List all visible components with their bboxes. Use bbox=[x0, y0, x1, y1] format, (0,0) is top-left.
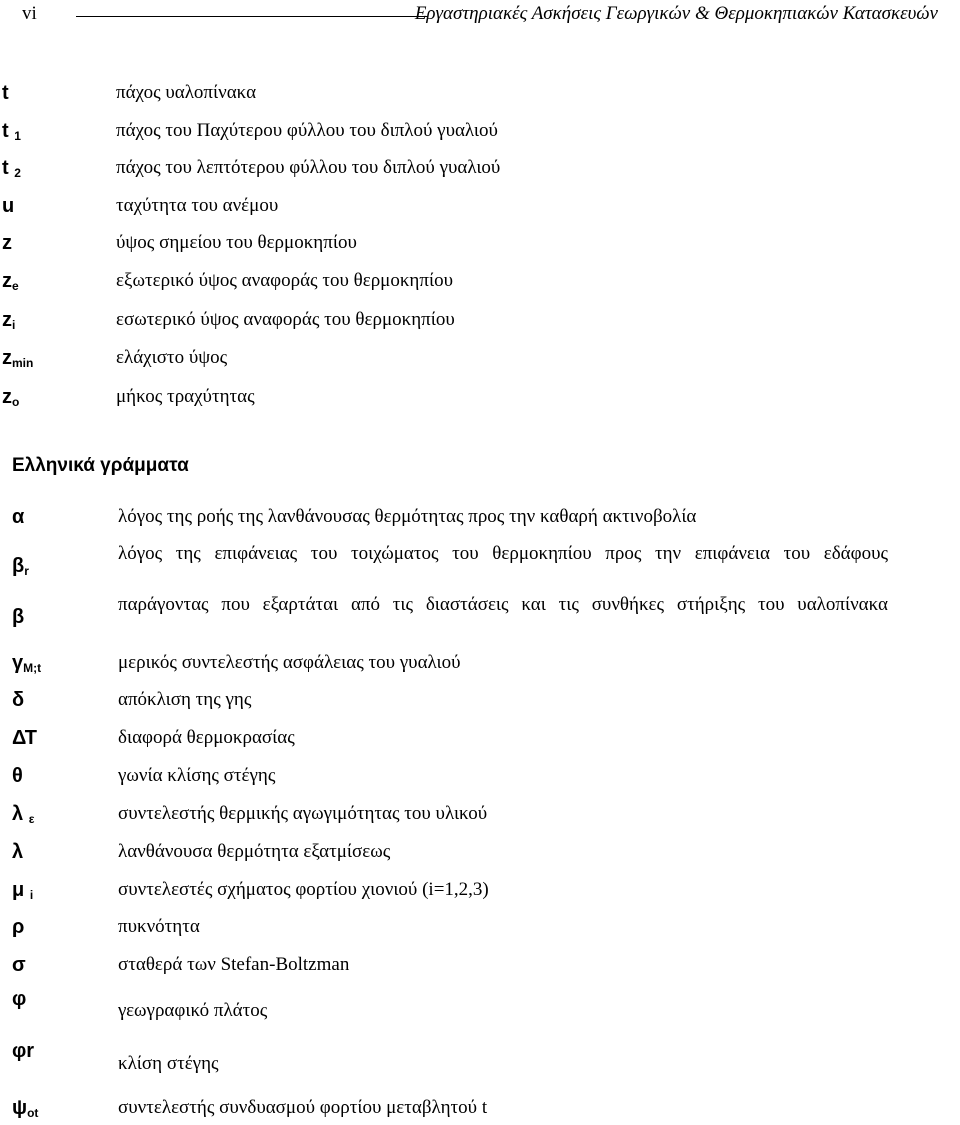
symbol: $z_i$ bbox=[2, 309, 16, 332]
symbol-description: λανθάνουσα θερμότητα εξατμίσεως bbox=[118, 841, 391, 862]
symbol: ΔΤ bbox=[12, 727, 37, 749]
symbol: t bbox=[2, 82, 9, 104]
symbol-description: λόγος της επιφάνειας του τοιχώματος του θερμοκηπίου προς την επιφάνεια του εδάφους bbox=[118, 543, 888, 564]
page-number: vi bbox=[22, 3, 37, 24]
symbol-description: μήκος τραχύτητας bbox=[116, 386, 255, 407]
symbol: $z_{min}$ bbox=[2, 347, 34, 370]
symbol-description: πάχος υαλοπίνακα bbox=[116, 82, 257, 103]
symbol-description: παράγοντας που εξαρτάται από τις διαστάσεις και τις συνθήκες στήριξης του υαλοπίνακα bbox=[118, 594, 888, 615]
symbol: μ $_i$ bbox=[12, 879, 34, 902]
symbol-description: γεωγραφικό πλάτος bbox=[118, 1000, 268, 1021]
page-header bbox=[0, 0, 960, 30]
symbol: $\beta_r$ bbox=[12, 555, 29, 578]
symbol: β bbox=[12, 606, 25, 628]
symbol-description: ύψος σημείου του θερμοκηπίου bbox=[116, 232, 357, 253]
symbol-description: πάχος του λεπτότερου φύλλου του διπλού γυαλιού bbox=[116, 157, 501, 178]
symbol-description: πάχος του Παχύτερου φύλλου του διπλού γυαλιού bbox=[116, 120, 498, 141]
symbol-description: σταθερά των Stefan-Boltzman bbox=[118, 954, 350, 975]
symbol: λ $_\varepsilon$ bbox=[12, 803, 35, 826]
symbol: φ bbox=[12, 988, 27, 1010]
header-rule bbox=[76, 16, 428, 17]
symbol-description: πυκνότητα bbox=[118, 916, 200, 937]
symbol: λ bbox=[12, 841, 24, 863]
symbol-description: κλίση στέγης bbox=[118, 1053, 219, 1074]
symbol-description: μερικός συντελεστής ασφάλειας του γυαλιού bbox=[118, 652, 461, 673]
symbol: $\psi_{ot}$ bbox=[12, 1097, 39, 1120]
symbol: σ bbox=[12, 954, 26, 976]
symbol: θ bbox=[12, 765, 23, 787]
symbol-description: διαφορά θερμοκρασίας bbox=[118, 727, 295, 748]
symbol-description: συντελεστές σχήματος φορτίου χιονιού (i=1,2,3) bbox=[118, 879, 489, 900]
symbol: t $_2$ bbox=[2, 157, 21, 180]
symbol-description: λόγος της ροής της λανθάνουσας θερμότητας προς την καθαρή ακτινοβολία bbox=[118, 506, 697, 527]
section-heading-greek: Ελληνικά γράμματα bbox=[12, 455, 189, 476]
symbol: φr bbox=[12, 1040, 35, 1062]
symbol-description: γωνία κλίσης στέγης bbox=[118, 765, 276, 786]
symbol-description: συντελεστής συνδυασμού φορτίου μεταβλητού t bbox=[118, 1097, 488, 1118]
symbol-description: απόκλιση της γης bbox=[118, 689, 252, 710]
symbol: u bbox=[2, 195, 15, 217]
symbol: $z_o$ bbox=[2, 386, 20, 409]
symbol: α bbox=[12, 506, 25, 528]
symbol: t $_1$ bbox=[2, 120, 21, 143]
running-title: Εργαστηριακές Ασκήσεις Γεωργικών & Θερμοκηπιακών Κατασκευών bbox=[414, 3, 938, 24]
symbol: $z_e$ bbox=[2, 270, 19, 293]
symbol-description: συντελεστής θερμικής αγωγιμότητας του υλικού bbox=[118, 803, 488, 824]
symbol-description: ταχύτητα του ανέμου bbox=[116, 195, 279, 216]
symbol: ρ bbox=[12, 916, 25, 938]
symbol: $\gamma_{M;t}$ bbox=[12, 652, 42, 675]
symbol: z bbox=[2, 232, 12, 254]
symbol-description: ελάχιστο ύψος bbox=[116, 347, 228, 368]
symbol: δ bbox=[12, 689, 25, 711]
symbol-description: εξωτερικό ύψος αναφοράς του θερμοκηπίου bbox=[116, 270, 453, 291]
symbol-description: εσωτερικό ύψος αναφοράς του θερμοκηπίου bbox=[116, 309, 455, 330]
